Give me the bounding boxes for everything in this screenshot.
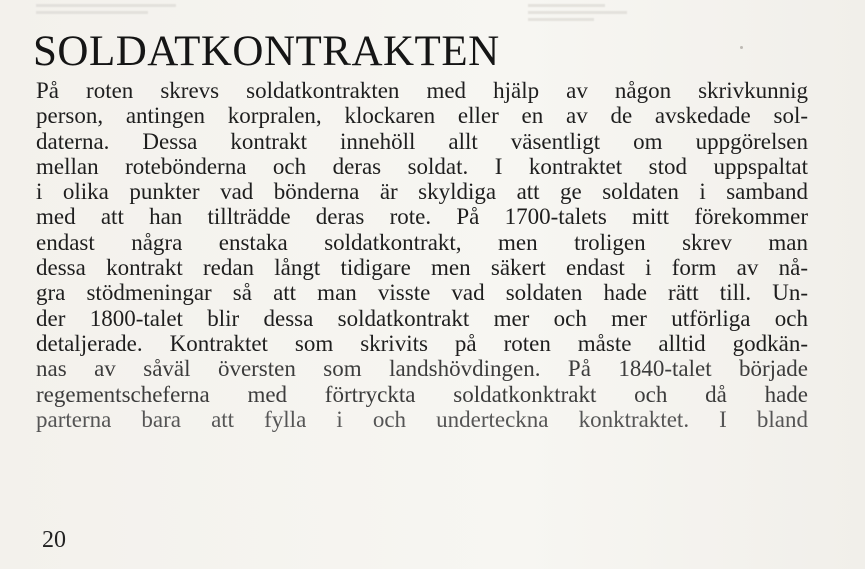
body-line: i olika punkter vad bönderna är skyldiga att ge soldaten i samband (36, 179, 808, 205)
body-line: der 1800-talet blir dessa soldatkontrakt mer och mer utförliga och (36, 305, 808, 331)
bleed-through-left (36, 0, 176, 30)
bleed-bar (36, 4, 176, 7)
bleed-bar (528, 11, 627, 14)
body-line: med att han tillträdde deras rote. På 1700-talets mitt förekommer (36, 204, 808, 230)
body-paragraph (36, 78, 808, 432)
body-line: regementscheferna med förtryckta soldatkonktrakt och då hade (36, 381, 808, 407)
body-line: detaljerade. Kontraktet som skrivits på roten måste alltid godkän- (36, 330, 808, 356)
body-line: gra stödmeningar så att man visste vad soldaten hade rätt till. Un- (36, 280, 808, 306)
bleed-bar (528, 4, 605, 7)
bleed-bar (528, 18, 594, 21)
body-line: endast några enstaka soldatkontrakt, men troligen skrev man (36, 229, 808, 255)
body-line: dessa kontrakt redan långt tidigare men säkert endast i form av nå- (36, 255, 808, 281)
page-number: 20 (42, 527, 66, 553)
body-line: På roten skrevs soldatkontrakten med hjälp av någon skrivkunnig (36, 78, 808, 103)
bleed-bar (36, 11, 148, 14)
body-line: daterna. Dessa kontrakt innehöll allt väsentligt om uppgörelsen (36, 128, 808, 154)
bleed-through-right (528, 0, 638, 30)
body-line: mellan rotebönderna och deras soldat. I kontraktet stod uppspaltat (36, 153, 808, 179)
body-line: nas av såväl översten som landshövdingen. På 1840-talet började (36, 356, 808, 382)
body-line: parterna bara att fylla i och underteckna konktraktet. I bland (36, 406, 808, 432)
body-line: person, antingen korpralen, klockaren eller en av de avskedade sol- (36, 103, 808, 129)
page-title: SOLDATKONTRAKTEN (33, 28, 500, 75)
paper-speck (740, 46, 743, 49)
